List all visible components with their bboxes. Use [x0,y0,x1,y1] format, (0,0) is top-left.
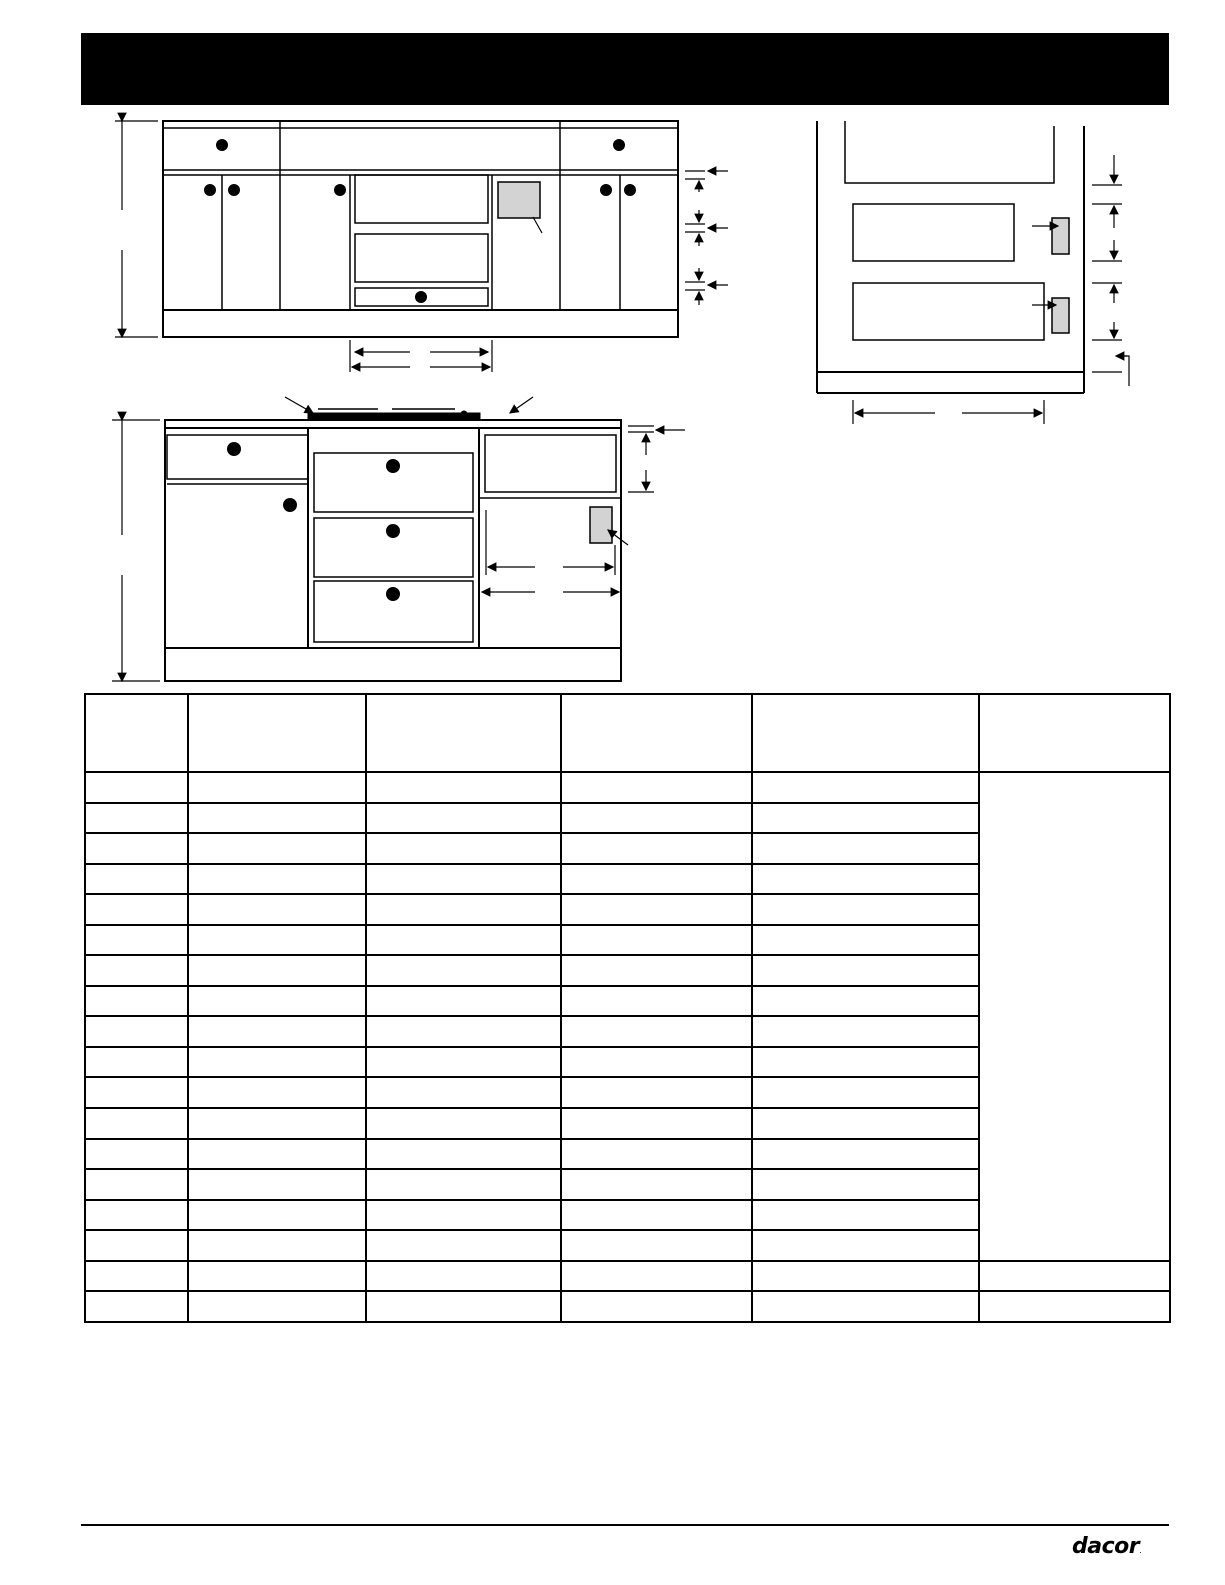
footer-rule [81,1524,1169,1526]
table-row [85,1261,1170,1292]
brand-logo [1072,1534,1141,1559]
header-cell [561,694,752,772]
header-cell [188,694,366,772]
side-section-view [817,121,1084,393]
table-row [85,772,1170,803]
outlet-box-side-lower [1052,298,1069,333]
dimension-lines-top [115,121,728,372]
brand-logo-mark: . [1139,1546,1142,1555]
table-row [85,1291,1170,1322]
installation-drawings [0,0,1225,690]
header-cell [85,694,188,772]
header-cell [366,694,561,772]
outlet-box-side-upper [1052,218,1069,254]
callout-dots-top [204,139,636,303]
header-cell [752,694,979,772]
cooktop [308,409,480,419]
outlet-box-bottom [590,507,612,543]
outlet-box [498,182,540,218]
table-header-row [85,694,1170,772]
merged-cell [979,772,1170,1261]
dimensions-table [84,693,1171,1323]
header-cell [979,694,1170,772]
dimension-lines-side [853,155,1129,424]
brand-logo-text: dacor [1072,1534,1140,1559]
front-elevation-top [163,121,678,337]
